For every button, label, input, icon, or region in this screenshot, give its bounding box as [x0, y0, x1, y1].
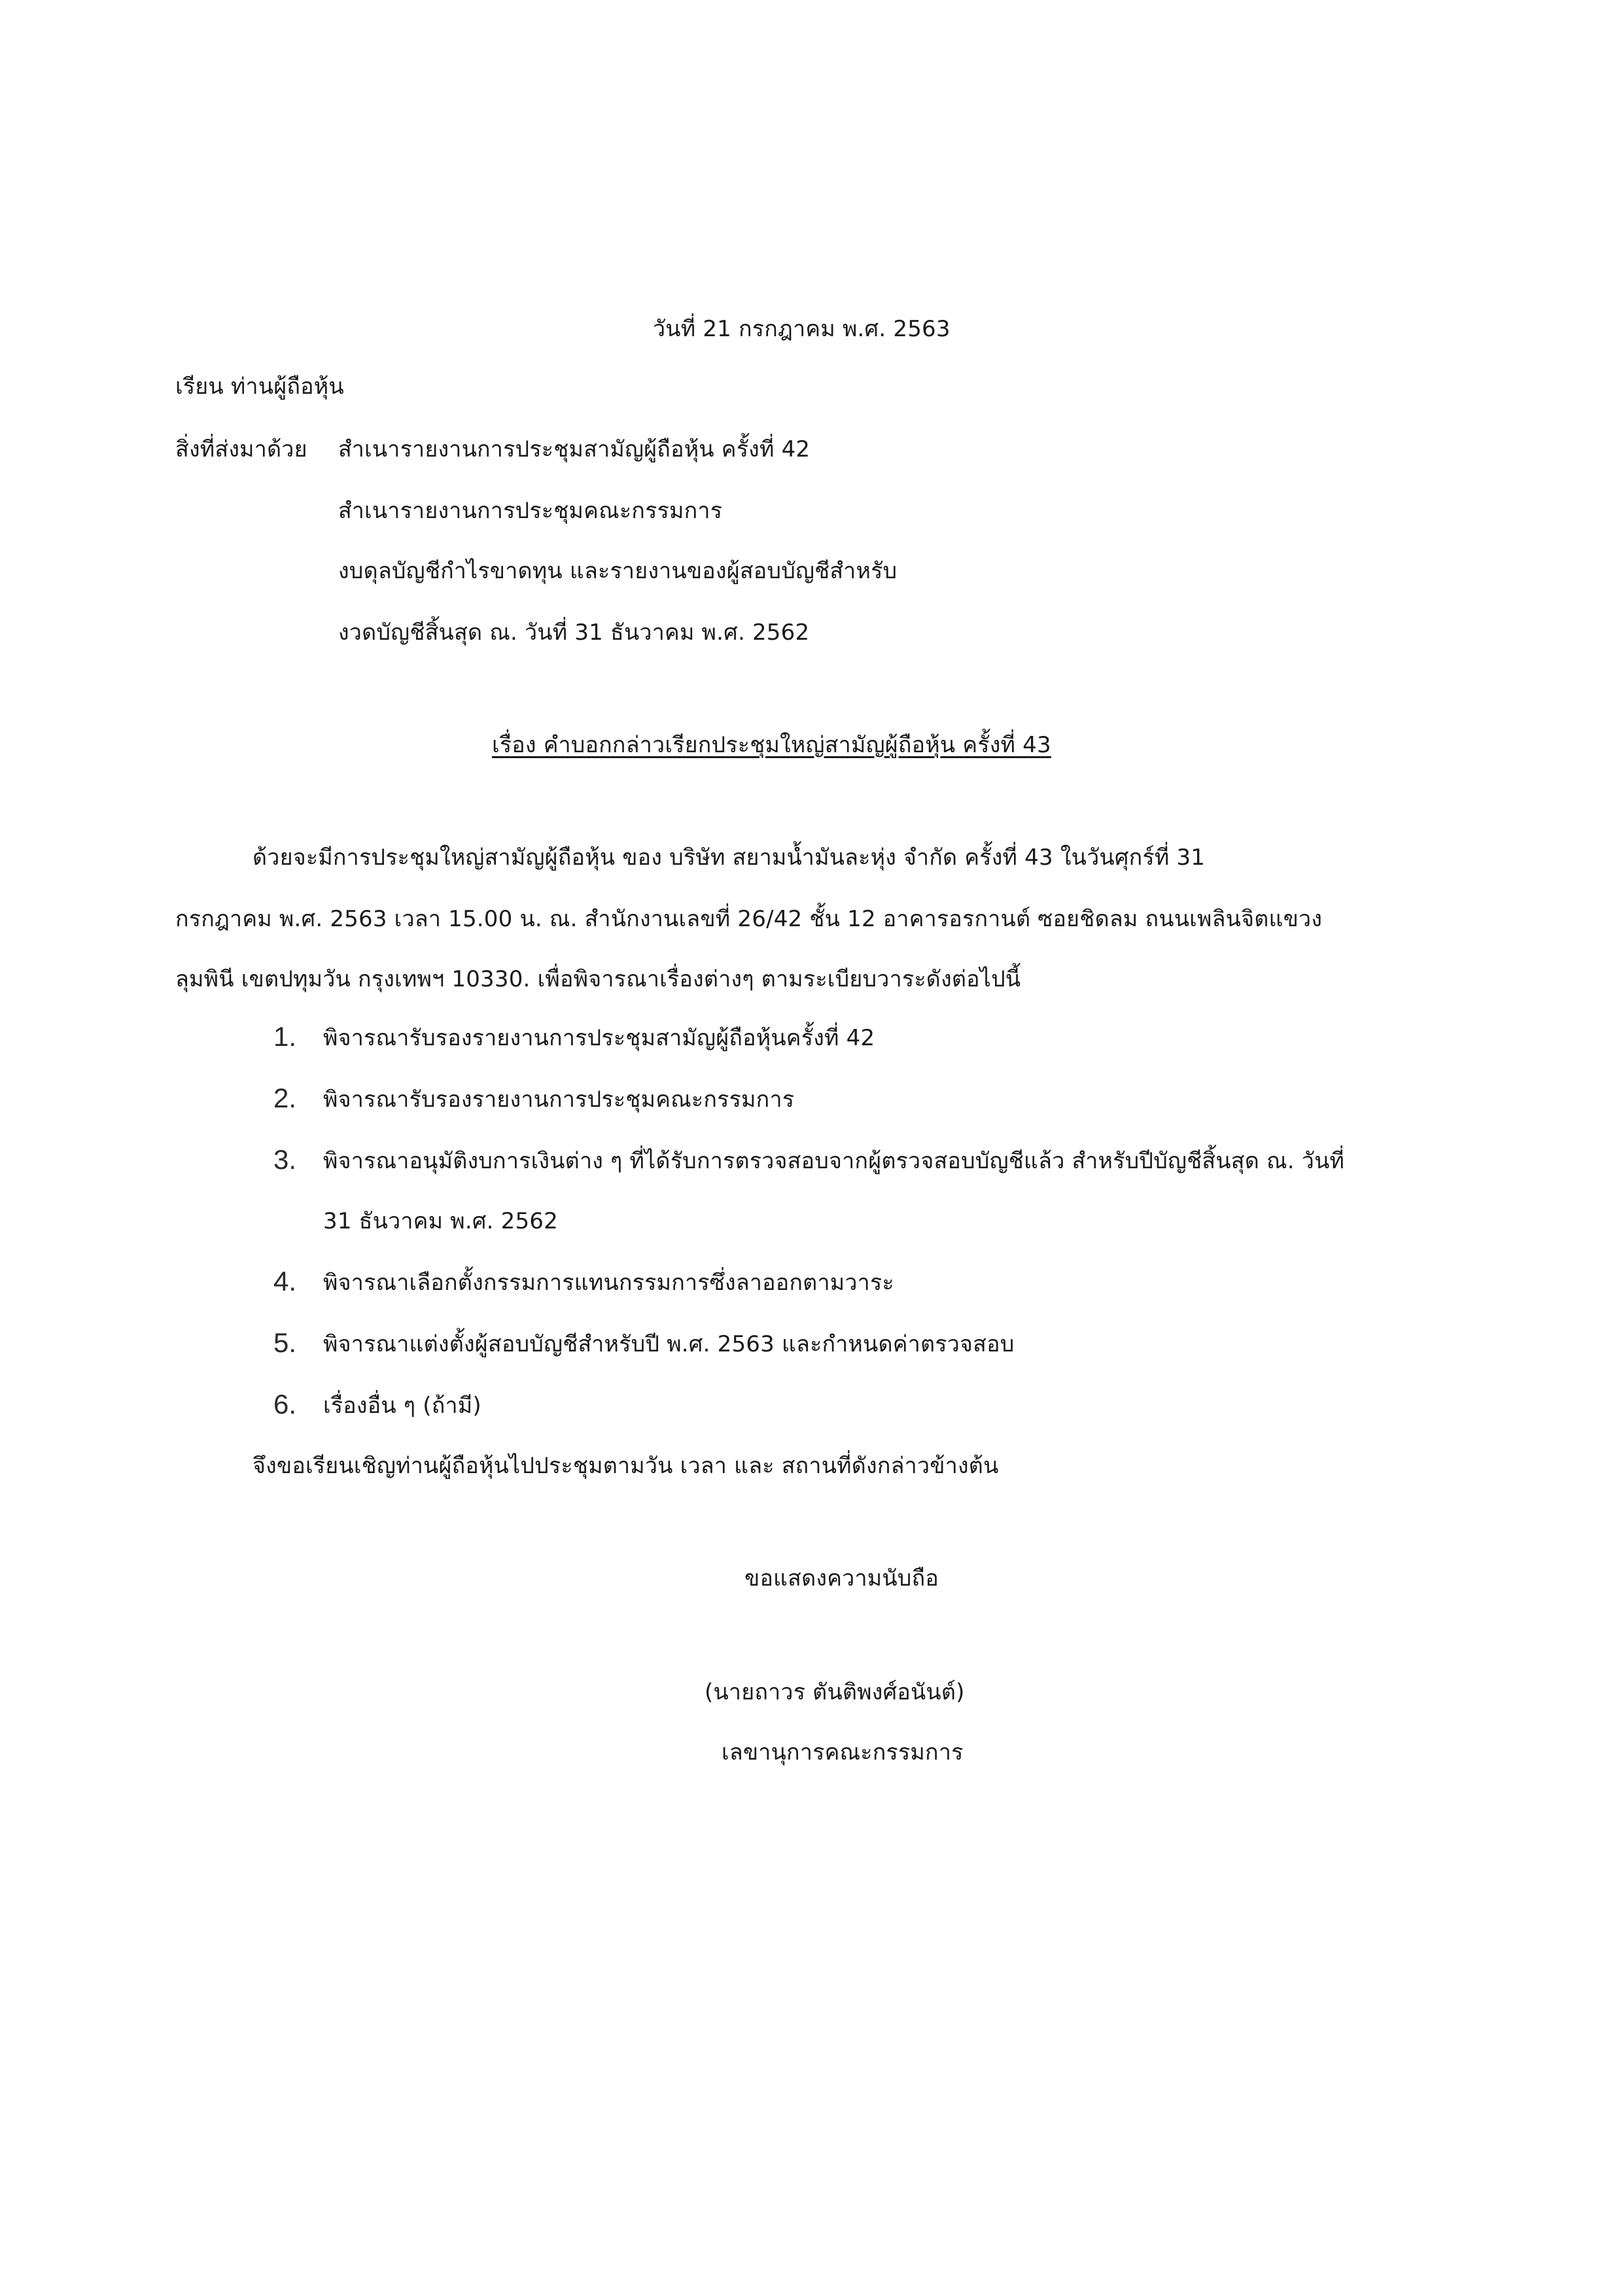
agenda-number: 1.: [273, 1021, 297, 1052]
body-line: ลุมพินี เขตปทุมวัน กรุงเทพฯ 10330. เพื่อพิจารณาเรื่องต่างๆ ตามระเบียบวาระดังต่อไปนี้: [175, 966, 1021, 992]
body-line: ด้วยจะมีการประชุมใหญ่สามัญผู้ถือหุ้น ของ บริษัท สยามน้ำมันละหุ่ง จำกัด ครั้งที่ 43 ในวันศุกร์ที่ 31: [253, 844, 1206, 871]
agenda-number: 3.: [273, 1144, 297, 1175]
body-line: กรกฎาคม พ.ศ. 2563 เวลา 15.00 น. ณ. สำนักงานเลขที่ 26/42 ชั้น 12 อาคารอรกานต์ ซอยชิดลม ถนนเพลินจิตแขวง: [175, 906, 1323, 932]
agenda-item: พิจารณาอนุมัติงบการเงินต่าง ๆ ที่ได้รับการตรวจสอบจากผู้ตรวจสอบบัญชีแล้ว สำหรับปีบัญชีสิ้นสุด ณ. วันที่: [323, 1148, 1345, 1174]
enclosure-item: สำเนารายงานการประชุมคณะกรรมการ: [338, 498, 723, 524]
signer-title: เลขานุการคณะกรรมการ: [722, 1739, 964, 1765]
agenda-number: 4.: [273, 1266, 297, 1296]
signer-name: (นายถาวร ตันติพงศ์อนันต์): [705, 1679, 965, 1705]
agenda-item: พิจารณารับรองรายงานการประชุมสามัญผู้ถือหุ้นครั้งที่ 42: [323, 1025, 875, 1051]
agenda-item-continuation: 31 ธันวาคม พ.ศ. 2562: [323, 1208, 558, 1234]
agenda-item: พิจารณาแต่งตั้งผู้สอบบัญชีสำหรับปี พ.ศ. 2563 และกำหนดค่าตรวจสอบ: [323, 1331, 1015, 1357]
agenda-number: 6.: [273, 1389, 297, 1419]
letter-date: วันที่ 21 กรกฎาคม พ.ศ. 2563: [653, 316, 951, 342]
enclosure-item: งบดุลบัญชีกำไรขาดทุน และรายงานของผู้สอบบัญชีสำหรับ: [338, 558, 898, 584]
agenda-number: 2.: [273, 1083, 297, 1113]
agenda-number: 5.: [273, 1327, 297, 1358]
agenda-item: พิจารณารับรองรายงานการประชุมคณะกรรมการ: [323, 1087, 795, 1113]
closing: ขอแสดงความนับถือ: [744, 1565, 939, 1592]
enclosure-item: งวดบัญชีสิ้นสุด ณ. วันที่ 31 ธันวาคม พ.ศ. 2562: [338, 619, 810, 646]
agenda-item: เรื่องอื่น ๆ (ถ้ามี): [323, 1393, 481, 1419]
letter-subject: เรื่อง คำบอกกล่าวเรียกประชุมใหญ่สามัญผู้ถือหุ้น ครั้งที่ 43: [492, 732, 1051, 758]
enclosures-label: สิ่งที่ส่งมาด้วย: [175, 436, 307, 462]
agenda-item: พิจารณาเลือกตั้งกรรมการแทนกรรมการซึ่งลาออกตามวาระ: [323, 1270, 894, 1296]
invitation-line: จึงขอเรียนเชิญท่านผู้ถือหุ้นไปประชุมตามวัน เวลา และ สถานที่ดังกล่าวข้างต้น: [253, 1453, 999, 1479]
salutation: เรียน ท่านผู้ถือหุ้น: [175, 374, 344, 400]
enclosure-item: สำเนารายงานการประชุมสามัญผู้ถือหุ้น ครั้งที่ 42: [338, 436, 811, 462]
